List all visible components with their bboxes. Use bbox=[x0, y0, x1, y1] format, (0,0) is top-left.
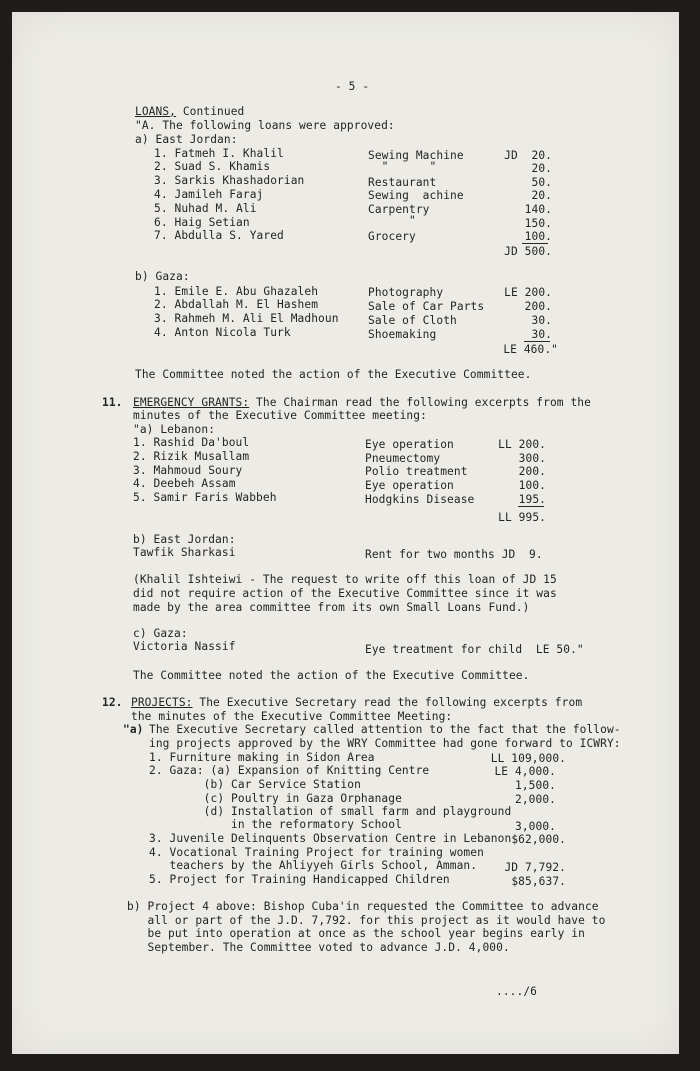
loan-ej-name-3: 3. Sarkis Khashadorian bbox=[154, 174, 305, 187]
grant-lb-amount-5: 195. bbox=[518, 493, 546, 506]
loan-ej-purpose-3: Restaurant bbox=[368, 176, 437, 189]
loan-gz-name-4: 4. Anton Nicola Turk bbox=[154, 326, 291, 339]
page-number: - 5 - bbox=[335, 80, 370, 93]
loan-ej-name-1: 1. Fatmeh I. Khalil bbox=[154, 147, 284, 160]
grant-gz-name: Victoria Nassif bbox=[133, 640, 236, 653]
khalil-note-line-2: did not require action of the Executive Committee since it was bbox=[133, 587, 557, 600]
loan-ej-name-2: 2. Suad S. Khamis bbox=[154, 160, 271, 173]
grant-lb-purpose-5: Hodgkins Disease bbox=[365, 493, 475, 506]
project-amount-6: 3,000. bbox=[514, 820, 556, 833]
project-amount-4: 2,000. bbox=[514, 793, 556, 806]
project-amount-9: JD 7,792. bbox=[504, 861, 566, 874]
loan-gz-amount-2: 200. bbox=[524, 300, 552, 313]
project-amount-10: $85,637. bbox=[511, 875, 566, 888]
loans-heading-suffix: Continued bbox=[176, 105, 245, 118]
project-item-3: (b) Car Service Station bbox=[149, 778, 361, 791]
underline-lb-last bbox=[518, 506, 544, 507]
grant-lb-amount-3: 200. bbox=[518, 465, 546, 478]
continuation-marker: ..../6 bbox=[496, 985, 538, 998]
grant-lb-amount-1: LL 200. bbox=[498, 438, 546, 451]
emergency-gaza-label: c) Gaza: bbox=[133, 627, 188, 640]
grant-lb-purpose-2: Pneumectomy bbox=[365, 452, 441, 465]
project-amount-1: LL 109,000. bbox=[490, 752, 566, 765]
projects-heading-line bbox=[131, 696, 582, 709]
loans-committee-note: The Committee noted the action of the Executive Committee. bbox=[135, 368, 532, 381]
emergency-lebanon-total: LL 995. bbox=[498, 511, 546, 524]
loan-ej-name-7: 7. Abdulla S. Yared bbox=[154, 229, 284, 242]
emergency-intro-2: minutes of the Executive Committee meeting: bbox=[133, 409, 427, 422]
loan-gz-amount-3: 30. bbox=[531, 314, 552, 327]
loan-ej-amount-3: 50. bbox=[531, 176, 552, 189]
loans-heading: LOANS, bbox=[135, 105, 177, 118]
projects-a-text-2: ing projects approved by the WRY Committee had gone forward to ICWRY: bbox=[149, 737, 621, 750]
grant-ej-purpose: Rent for two months JD 9. bbox=[365, 548, 543, 561]
emergency-east-jordan-label: b) East Jordan: bbox=[133, 533, 236, 546]
underline-gz-last bbox=[524, 341, 550, 342]
emergency-committee-note: The Committee noted the action of the Executive Committee. bbox=[133, 669, 530, 682]
loan-ej-purpose-1: Sewing Machine bbox=[368, 149, 464, 162]
project-item-8: 4. Vocational Training Project for training women bbox=[149, 846, 484, 859]
project-item-5: (d) Installation of small farm and playground bbox=[149, 805, 512, 818]
grant-lb-name-3: 3. Mahmoud Soury bbox=[133, 464, 243, 477]
emergency-number: 11. bbox=[102, 396, 123, 409]
project-amount-7: $62,000. bbox=[511, 833, 566, 846]
underline-ej-last bbox=[522, 243, 548, 244]
loan-ej-amount-2: 20. bbox=[531, 162, 552, 175]
loan-ej-purpose-6: " bbox=[368, 214, 416, 227]
project-item-7: 3. Juvenile Delinquents Observation Centre in Lebanon bbox=[149, 832, 512, 845]
grant-lb-name-5: 5. Samir Faris Wabbeh bbox=[133, 491, 277, 504]
loan-gz-purpose-3: Sale of Cloth bbox=[368, 314, 457, 327]
loan-gz-amount-1: LE 200. bbox=[504, 286, 552, 299]
loan-ej-name-6: 6. Haig Setian bbox=[154, 216, 250, 229]
loan-gz-amount-4: 30. bbox=[531, 328, 552, 341]
document-page bbox=[12, 12, 679, 1054]
grant-lb-purpose-3: Polio treatment bbox=[365, 465, 468, 478]
grant-gz-purpose: Eye treatment for child LE 50." bbox=[365, 643, 584, 656]
loan-gz-name-1: 1. Emile E. Abu Ghazaleh bbox=[154, 285, 319, 298]
emergency-heading: EMERGENCY GRANTS: bbox=[133, 396, 250, 409]
projects-b-line-4: September. The Committee voted to advance J.D. 4,000. bbox=[127, 941, 510, 954]
khalil-note-line-3: made by the area committee from its own Small Loans Fund.) bbox=[133, 601, 530, 614]
loan-ej-name-5: 5. Nuhad M. Ali bbox=[154, 202, 257, 215]
loans-ej-total: JD 500. bbox=[504, 245, 552, 258]
project-item-6: in the reformatory School bbox=[149, 818, 402, 831]
projects-b-line-2: all or part of the J.D. 7,792. for this project as it would have to bbox=[127, 914, 606, 927]
loan-ej-amount-1: JD 20. bbox=[504, 149, 552, 162]
projects-b-line-3: be put into operation at once as the school year begins early in bbox=[127, 927, 585, 940]
projects-a-text-1: The Executive Secretary called attention to the fact that the follow- bbox=[149, 723, 621, 736]
grant-ej-name: Tawfik Sharkasi bbox=[133, 546, 236, 559]
project-amount-2: LE 4,000. bbox=[494, 765, 556, 778]
khalil-note-line-1: (Khalil Ishteiwi - The request to write off this loan of JD 15 bbox=[133, 573, 557, 586]
loan-ej-name-4: 4. Jamileh Faraj bbox=[154, 188, 264, 201]
loans-heading-line bbox=[135, 105, 244, 118]
project-amount-3: 1,500. bbox=[514, 779, 556, 792]
project-item-2: 2. Gaza: (a) Expansion of Knitting Centre bbox=[149, 764, 430, 777]
project-item-1: 1. Furniture making in Sidon Area bbox=[149, 751, 375, 764]
loans-gaza-total: LE 460." bbox=[503, 343, 558, 356]
loan-ej-purpose-7: Grocery bbox=[368, 230, 416, 243]
grant-lb-name-2: 2. Rizik Musallam bbox=[133, 450, 250, 463]
loan-gz-purpose-2: Sale of Car Parts bbox=[368, 300, 485, 313]
loan-ej-amount-5: 140. bbox=[524, 203, 552, 216]
grant-lb-name-4: 4. Deebeh Assam bbox=[133, 477, 236, 490]
loan-ej-purpose-5: Carpentry bbox=[368, 203, 430, 216]
loan-gz-name-2: 2. Abdallah M. El Hashem bbox=[154, 298, 319, 311]
grant-lb-purpose-1: Eye operation bbox=[365, 438, 454, 451]
projects-heading: PROJECTS: bbox=[131, 696, 193, 709]
loan-ej-amount-4: 20. bbox=[531, 189, 552, 202]
grant-lb-amount-2: 300. bbox=[518, 452, 546, 465]
project-item-9: teachers by the Ahliyyeh Girls School, Amman. bbox=[149, 859, 478, 872]
projects-a-label: "a) bbox=[123, 723, 144, 736]
loan-gz-purpose-1: Photography bbox=[368, 286, 444, 299]
projects-b-line-1: b) Project 4 above: Bishop Cuba'in requested the Committee to advance bbox=[127, 900, 599, 913]
emergency-lebanon-label: "a) Lebanon: bbox=[133, 423, 216, 436]
grant-lb-name-1: 1. Rashid Da'boul bbox=[133, 436, 250, 449]
loans-gaza-label: b) Gaza: bbox=[135, 270, 190, 283]
loan-ej-purpose-2: " " bbox=[368, 160, 437, 173]
project-item-10: 5. Project for Training Handicapped Children bbox=[149, 873, 450, 886]
loan-ej-amount-7: 100. bbox=[524, 230, 552, 243]
loans-east-jordan-label: a) East Jordan: bbox=[135, 133, 238, 146]
project-item-4: (c) Poultry in Gaza Orphanage bbox=[149, 792, 402, 805]
loans-intro: "A. The following loans were approved: bbox=[135, 119, 395, 132]
projects-intro-2: the minutes of the Executive Committee Meeting: bbox=[131, 710, 453, 723]
grant-lb-amount-4: 100. bbox=[518, 479, 546, 492]
loan-gz-name-3: 3. Rahmeh M. Ali El Madhoun bbox=[154, 312, 339, 325]
projects-intro-1: The Executive Secretary read the following excerpts from bbox=[192, 696, 583, 709]
loan-gz-purpose-4: Shoemaking bbox=[368, 328, 437, 341]
emergency-heading-line bbox=[133, 396, 591, 409]
grant-lb-purpose-4: Eye operation bbox=[365, 479, 454, 492]
emergency-intro-1: The Chairman read the following excerpts from the bbox=[249, 396, 591, 409]
loan-ej-amount-6: 150. bbox=[524, 217, 552, 230]
loan-ej-purpose-4: Sewing achine bbox=[368, 189, 464, 202]
projects-number: 12. bbox=[102, 696, 123, 709]
